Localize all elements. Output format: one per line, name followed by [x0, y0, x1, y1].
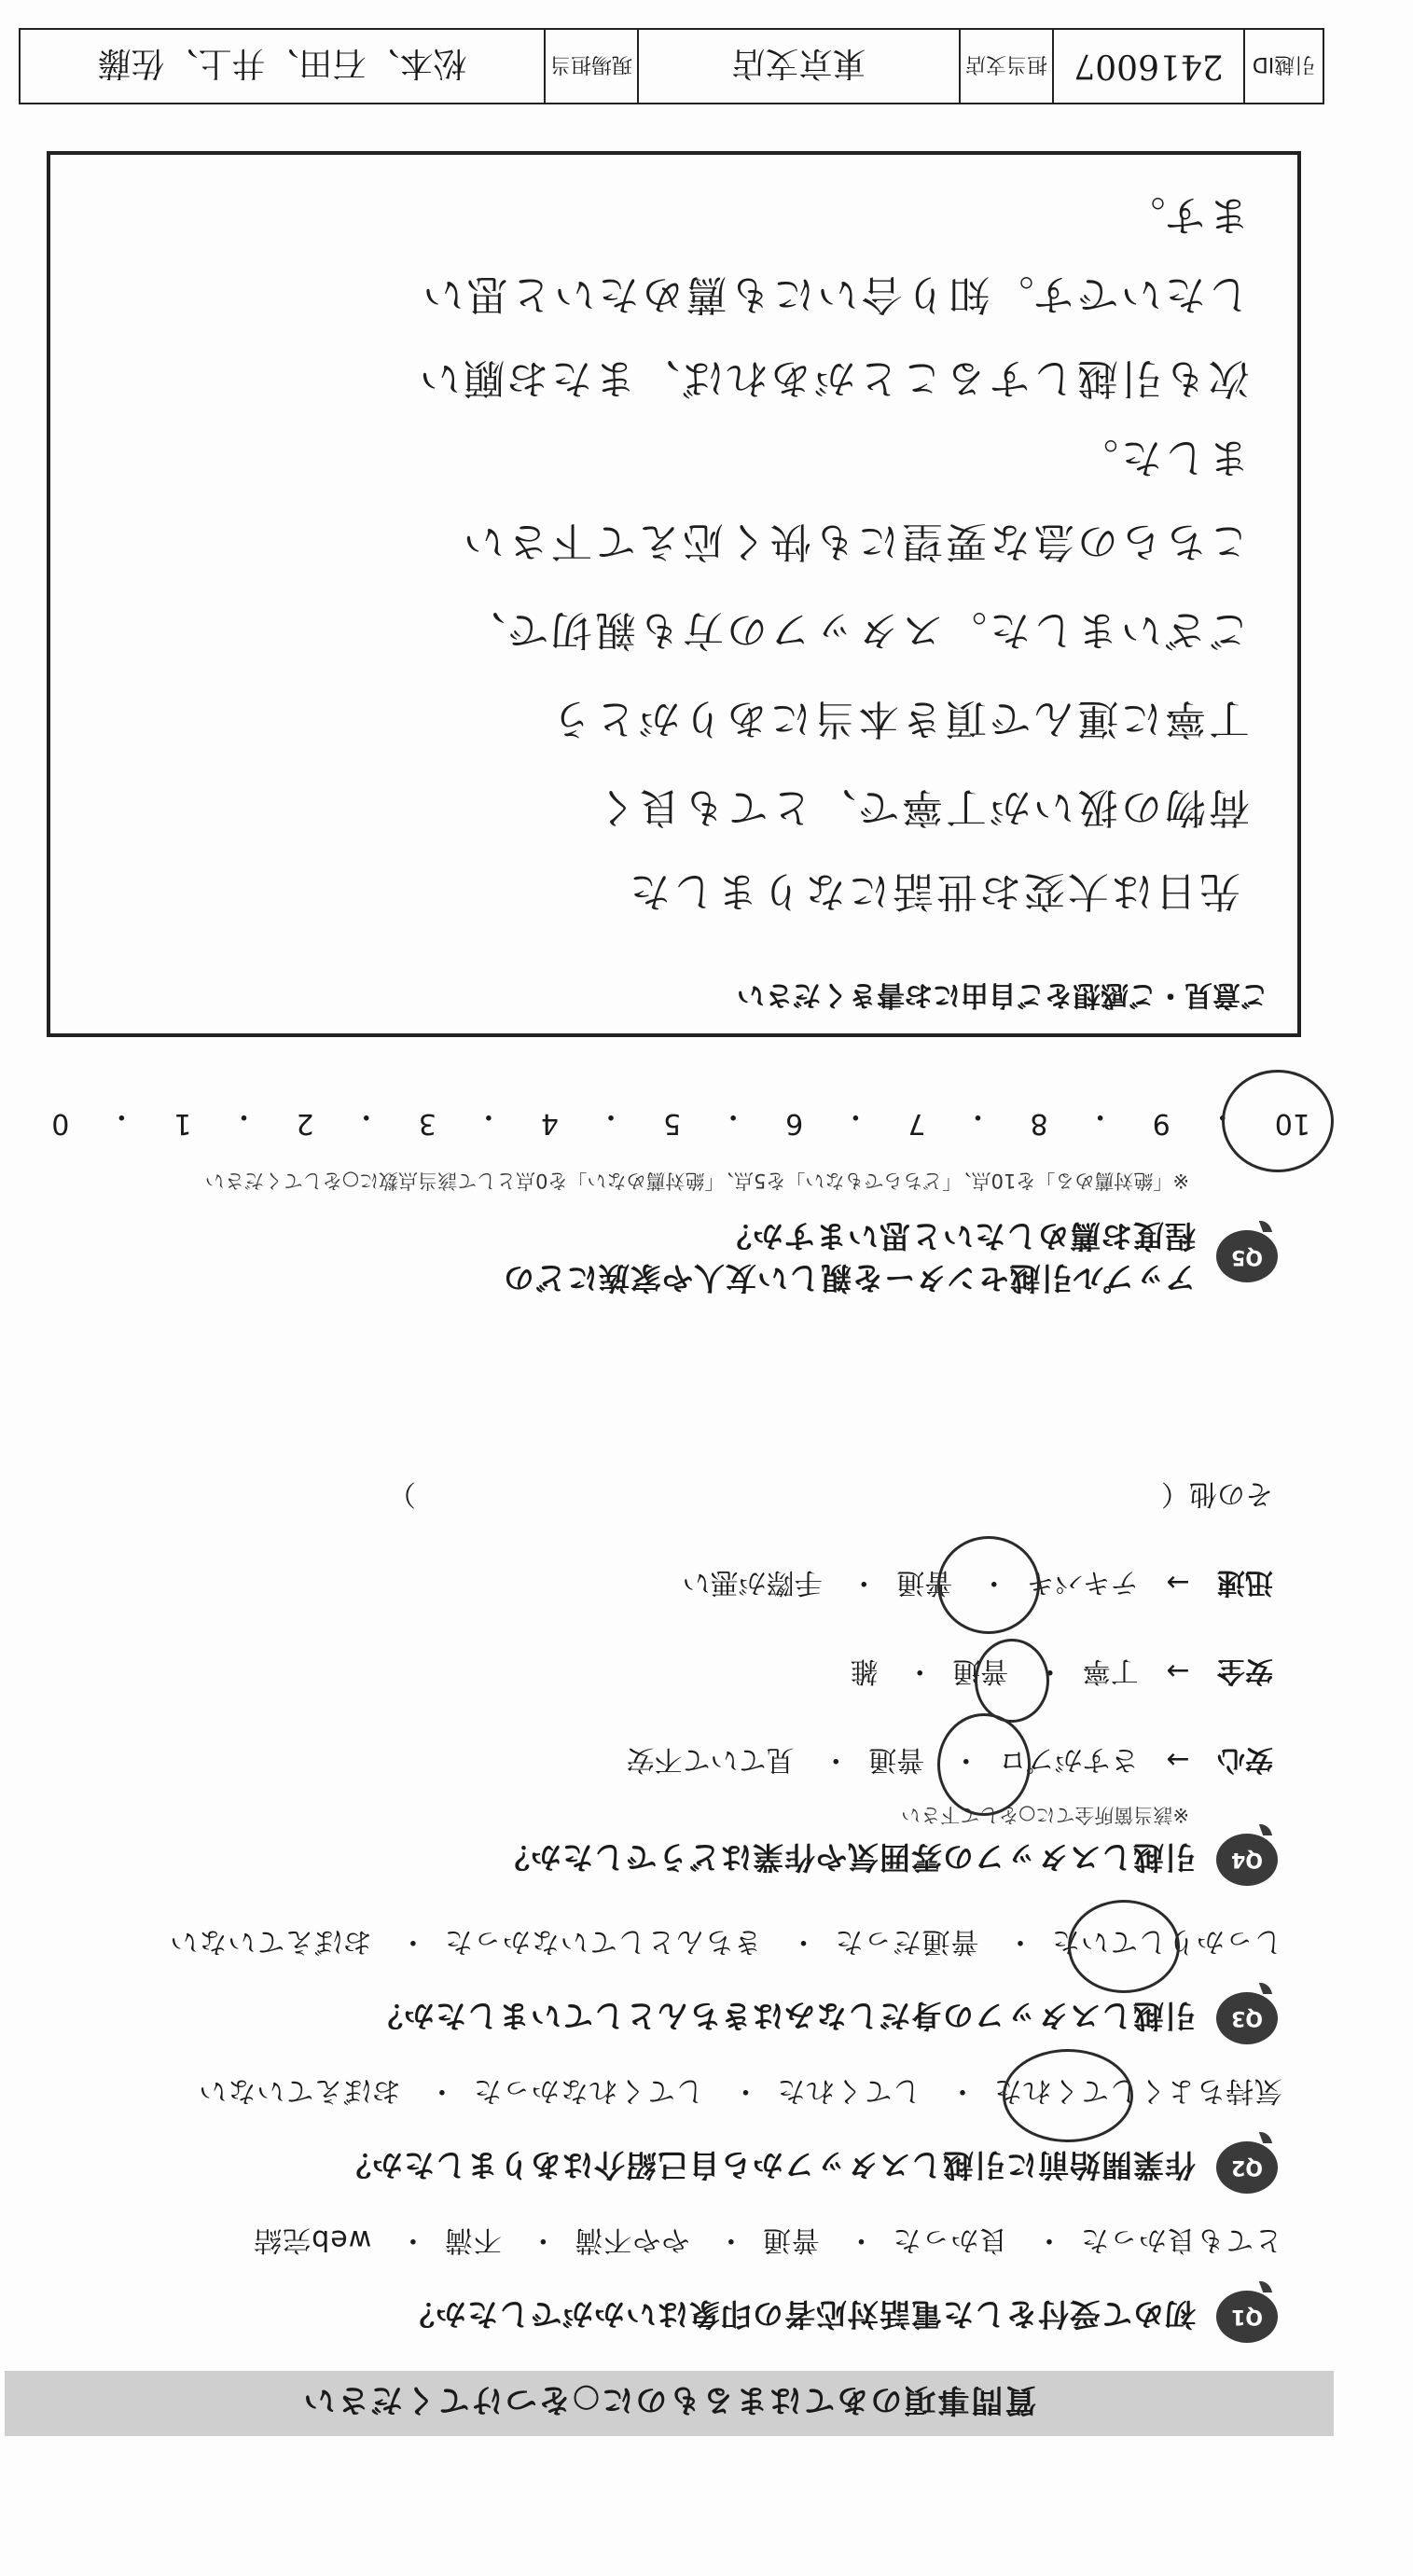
q4-text: 引越しスタッフの雰囲気や作業はどうでしたか？	[498, 1839, 1196, 1877]
scale-value[interactable]: 3	[418, 1107, 436, 1140]
q3-option-selected[interactable]: しっかりしていた	[1051, 1925, 1282, 1958]
scale-value[interactable]: 6	[785, 1107, 804, 1140]
q4-note: ※該当箇所全てに○をして下さい	[901, 1804, 1189, 1826]
scale-value[interactable]: 7	[907, 1107, 926, 1140]
q4-anshin-circle	[937, 1713, 1031, 1816]
comment-line: 荷物の扱いが丁寧で、とても良く	[592, 783, 1250, 831]
arrow-icon: →	[1166, 1743, 1190, 1776]
q2-option[interactable]: 気持ちよくしてくれた	[993, 2074, 1282, 2107]
q4-other	[388, 1476, 1273, 1517]
q4-row-label: 安心	[1217, 1743, 1273, 1776]
q1-option[interactable]: web完結	[253, 2223, 372, 2256]
comment-line: ございました。スタッフの方も親切で、	[461, 606, 1250, 654]
question-1	[403, 2291, 1278, 2343]
scale-value[interactable]: 0	[51, 1107, 70, 1140]
branch-value: 東京支店	[637, 30, 959, 103]
q4-option[interactable]: 手際が悪い	[682, 1566, 823, 1599]
q3-answer-circle	[1068, 1900, 1180, 1993]
q1-text: 初めて受付をした電話対応者の印象はいかがでしたか？	[403, 2296, 1196, 2334]
staff-label: 現場担当	[544, 30, 637, 103]
q2-options: 気持ちよくしてくれた・ してくれた・ してくれなかった・ おぼえていない	[198, 2073, 1282, 2114]
q1-badge: Q1	[1216, 2291, 1278, 2343]
comment-line: 次も引越しすることがあれば、またお願い	[417, 354, 1250, 402]
q5-note: ※「絶対薦める」を10点、「どちらでもない」を5点、「絶対薦めない」を0点として該当点数に○をしてください	[204, 1170, 1189, 1192]
q4-jinsoku-circle	[937, 1536, 1040, 1634]
id-value: 2416007	[1052, 30, 1243, 103]
q4-option[interactable]: 普通	[952, 1655, 1009, 1687]
scale-value[interactable]: 2	[296, 1107, 314, 1140]
question-4	[498, 1834, 1278, 1886]
comment-line: 丁寧に運んで頂き本当にありがとう	[548, 695, 1250, 742]
scale-value[interactable]: 8	[1030, 1107, 1048, 1140]
q4-option[interactable]: 見ていて不安	[626, 1743, 795, 1776]
q1-option[interactable]: 良かった	[892, 2223, 1008, 2256]
q4-row-anshin: 安心 → さすがプロ・ 普通・ 見ていて不安	[626, 1743, 1273, 1776]
q4-option[interactable]: 雑	[850, 1655, 879, 1687]
q2-option-selected[interactable]: してくれた	[776, 2074, 921, 2107]
id-table	[19, 28, 1324, 104]
comment-line: 先日は大変お世話になりました	[627, 867, 1240, 915]
staff-value: 松本、石田、井上、佐藤	[97, 44, 467, 83]
q4-row-jinsoku: 迅速 → テキパキ・ 普通・ 手際が悪い	[682, 1566, 1273, 1599]
q5-text: アップル引越センターを親しい友人や家族にどの程度お薦めしたいと思いますか？	[502, 1218, 1196, 1296]
q3-text: 引越しスタッフの身だしなみはきちんとしていましたか？	[371, 1998, 1196, 2035]
q1-option[interactable]: やや不満	[574, 2223, 690, 2256]
arrow-icon: →	[1166, 1566, 1190, 1599]
q4-option[interactable]: 普通	[868, 1743, 925, 1776]
q4-option-selected[interactable]: テキパキ	[1026, 1566, 1139, 1599]
q3-badge: Q3	[1216, 1992, 1278, 2044]
q4-row-label: 迅速	[1217, 1566, 1273, 1599]
q4-other-close: ）	[387, 1477, 416, 1510]
q4-row-label: 安全	[1217, 1655, 1273, 1687]
scale-value[interactable]: 9	[1152, 1107, 1171, 1140]
q4-row-anzen: 安全 → 丁寧・ 普通・ 雑	[850, 1655, 1273, 1687]
arrow-icon: →	[1166, 1655, 1190, 1687]
q1-option[interactable]: とても良かった	[1080, 2223, 1282, 2256]
scale-value[interactable]: 1	[173, 1107, 192, 1140]
comment-title: ご意見・ご感想をご自由にお書きください	[737, 978, 1268, 1011]
q4-badge: Q4	[1216, 1834, 1278, 1886]
q2-text: 作業開始前に引越しスタッフから自己紹介はありましたか？	[339, 2147, 1196, 2184]
q3-option[interactable]: きちんとしていなかった	[443, 1925, 762, 1958]
question-2	[339, 2141, 1278, 2194]
q4-option-selected[interactable]: さすがプロ	[998, 1743, 1139, 1776]
q4-other-label: その他（	[1161, 1477, 1273, 1510]
q3-option[interactable]: 普通だった	[834, 1925, 979, 1958]
scale-value[interactable]: 5	[663, 1107, 682, 1140]
q2-answer-circle	[1003, 2049, 1133, 2142]
q2-option[interactable]: おぼえていない	[198, 2074, 401, 2107]
q5-badge: Q5	[1216, 1230, 1278, 1282]
q1-option[interactable]: 不満	[443, 2223, 502, 2256]
q2-option[interactable]: してくれなかった	[472, 2074, 704, 2107]
instruction-banner: 質問事項のあてはまるものに○をつけてください	[5, 2371, 1334, 2436]
comment-line: ます。	[1121, 191, 1250, 239]
scale-value[interactable]: 4	[540, 1107, 559, 1140]
q1-options: とても良かった・ 良かった・ 普通・ やや不満・ 不満・ web完結	[253, 2223, 1282, 2264]
q3-options: しっかりしていた・ 普通だった・ きちんとしていなかった・ おぼえていない	[169, 1924, 1282, 1965]
comment-line: ました。	[1074, 434, 1250, 481]
scale-value-selected[interactable]: 10	[1274, 1107, 1310, 1140]
q1-option[interactable]: 普通	[761, 2223, 820, 2256]
q5-answer-circle	[1222, 1070, 1334, 1172]
q2-badge: Q2	[1216, 2141, 1278, 2194]
comment-line: したいです。知り合いにも薦めたいと思い	[420, 270, 1250, 318]
q5-scale: 10 ・ 9 ・ 8 ・ 7 ・ 6 ・ 5 ・ 4 ・ 3 ・ 2 ・ 1 ・ 0	[51, 1100, 1310, 1140]
question-5	[487, 1215, 1278, 1298]
question-3	[371, 1992, 1278, 2044]
comment-line: こちらの急な要望にも快く応えて下さい	[461, 518, 1250, 565]
q4-option[interactable]: 普通	[896, 1566, 953, 1599]
q4-option-selected[interactable]: 丁寧	[1082, 1655, 1139, 1687]
id-label: 引越ID	[1243, 30, 1323, 103]
branch-label: 担当支店	[959, 30, 1052, 103]
q4-anzen-circle	[975, 1639, 1049, 1723]
q3-option[interactable]: おぼえていない	[169, 1925, 372, 1958]
